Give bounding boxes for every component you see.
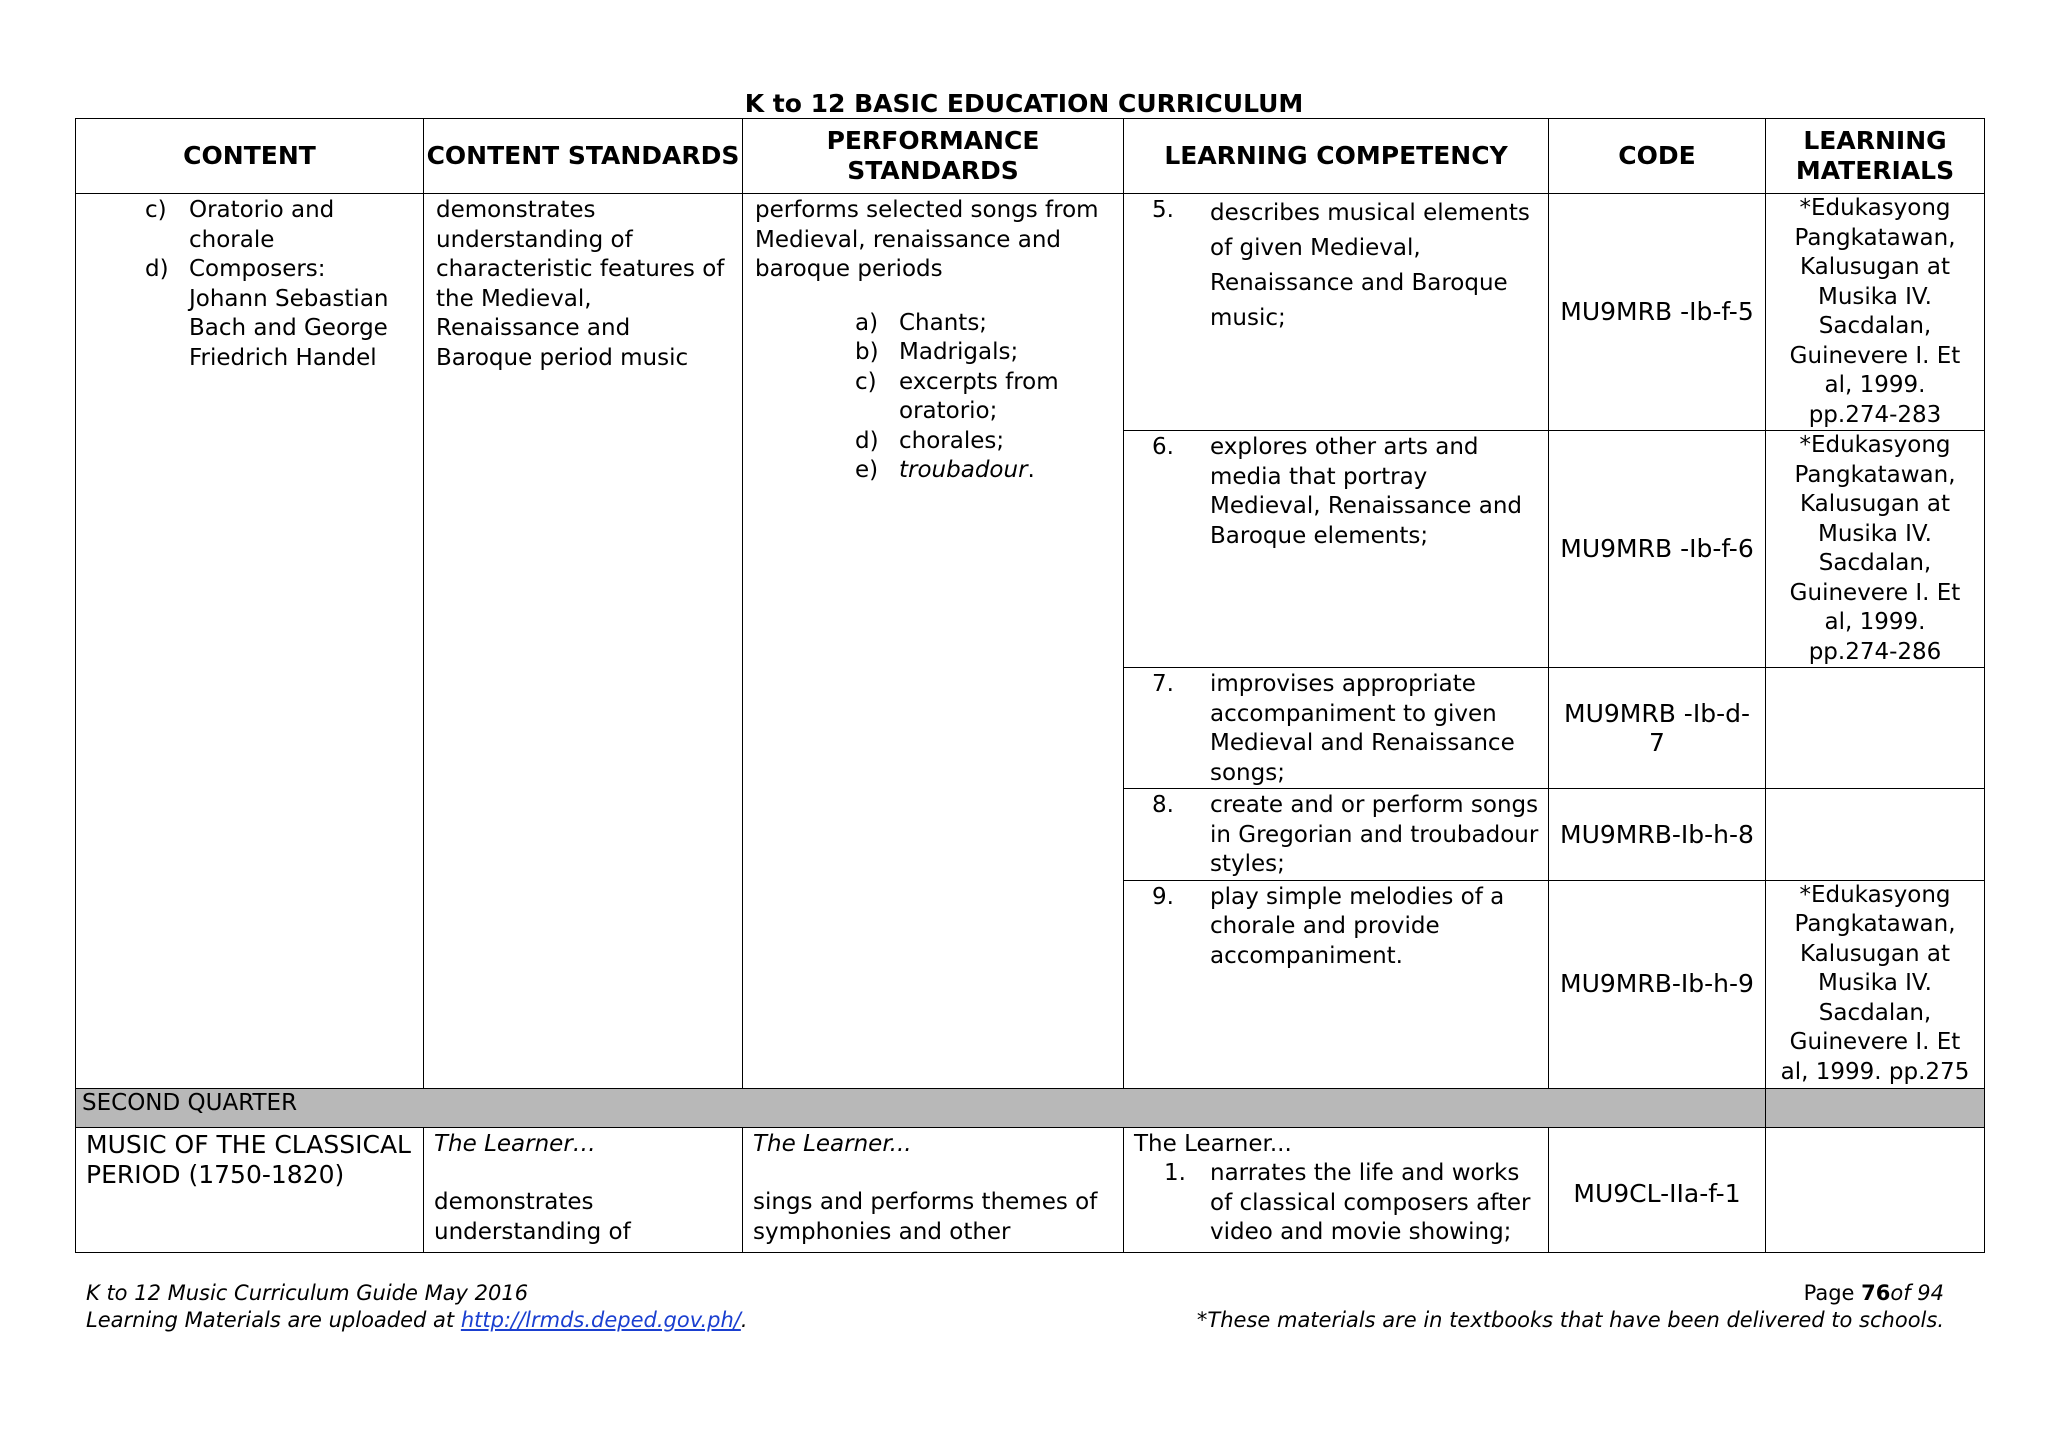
learner-lead: The Learner...: [753, 1130, 912, 1157]
page-label: Page: [1803, 1281, 1862, 1305]
competency-cell: [1124, 194, 1549, 431]
footer-left: [86, 1280, 748, 1334]
footer-right: [1197, 1280, 1944, 1334]
upload-prefix: Learning Materials are uploaded at: [86, 1308, 461, 1332]
list-item: [855, 427, 1111, 457]
quarter-empty-cell: [1766, 1088, 1985, 1127]
list-marker: c): [145, 197, 167, 223]
list-text: excerpts from oratorio;: [899, 368, 1059, 424]
list-marker: d): [145, 256, 169, 282]
quarter-row: [76, 1088, 1985, 1127]
learner-lead: The Learner...: [1134, 1130, 1292, 1157]
list-item: [855, 456, 1111, 486]
code-cell: MU9MRB -Ib-f-6: [1549, 431, 1766, 668]
upload-suffix: .: [740, 1308, 748, 1332]
header-performance-standards: PERFORMANCE STANDARDS: [743, 119, 1124, 194]
performance-standard-text: sings and performs themes of symphonies and other: [753, 1189, 1098, 1245]
materials-cell: [1766, 668, 1985, 789]
materials-cell: *Edukasyong Pangkatawan, Kalusugan at Musika IV. Sacdalan, Guinevere I. Et al, 1999. pp.274-283: [1766, 194, 1985, 431]
lrmds-link[interactable]: http://lrmds.deped.gov.ph/: [460, 1308, 741, 1332]
competency-number: 7.: [1152, 671, 1174, 697]
competency-text: narrates the life and works of classical composers after video and movie showing;: [1210, 1160, 1531, 1245]
header-learning-competency: LEARNING COMPETENCY: [1124, 119, 1549, 194]
content-standard-text: demonstrates understanding of: [434, 1189, 631, 1245]
list-item: [855, 338, 1111, 368]
competency-number: 1.: [1164, 1160, 1186, 1186]
content-cell: [76, 1127, 424, 1252]
list-text: [899, 456, 1111, 486]
list-text: Madrigals;: [899, 339, 1019, 365]
competency-item: [1124, 883, 1548, 972]
header-learning-materials: LEARNING MATERIALS: [1766, 119, 1985, 194]
page-total: of 94: [1890, 1281, 1944, 1305]
quarter-label: SECOND QUARTER: [76, 1088, 1766, 1127]
competency-text: describes musical elements of given Medieval, Renaissance and Baroque music;: [1210, 200, 1530, 331]
performance-standard-cell: [743, 194, 1124, 1089]
list-marker: a): [855, 309, 879, 336]
performance-standard-text: performs selected songs from Medieval, renaissance and baroque periods: [755, 197, 1099, 282]
document-title: K to 12 BASIC EDUCATION CURRICULUM: [744, 89, 1304, 118]
code-cell: MU9MRB-Ib-h-8: [1549, 789, 1766, 881]
competency-text: improvises appropriate accompaniment to given Medieval and Renaissance songs;: [1210, 671, 1515, 786]
page-indicator: [1197, 1280, 1944, 1307]
textbook-note: *These materials are in textbooks that have been delivered to schools.: [1196, 1308, 1944, 1332]
list-marker: d): [855, 427, 879, 454]
list-item: [855, 309, 1111, 339]
term-suffix: .: [1027, 457, 1035, 483]
classical-content: MUSIC OF THE CLASSICAL PERIOD (1750-1820): [86, 1129, 411, 1189]
list-text: chorales;: [899, 427, 1005, 454]
competency-cell: [1124, 789, 1549, 881]
table-row: [76, 1127, 1985, 1252]
italic-term: troubadour: [899, 457, 1028, 483]
header-content: CONTENT: [76, 119, 424, 194]
code-cell: MU9MRB -Ib-f-5: [1549, 194, 1766, 431]
learner-lead: The Learner…: [434, 1130, 596, 1157]
competency-item: [1124, 670, 1548, 788]
performance-standard-cell: [743, 1127, 1124, 1252]
list-text: Oratorio and chorale: [189, 197, 335, 253]
competency-item: [1134, 1159, 1538, 1248]
performance-list: [755, 309, 1111, 486]
list-item: [145, 196, 411, 255]
competency-text: explores other arts and media that portray Medieval, Renaissance and Baroque elements;: [1210, 434, 1523, 549]
list-item: [855, 368, 1111, 427]
content-standard-cell: [424, 1127, 743, 1252]
code-cell: MU9MRB -Ib-d-7: [1549, 668, 1766, 789]
content-cell: [76, 194, 424, 1089]
materials-cell: *Edukasyong Pangkatawan, Kalusugan at Musika IV. Sacdalan, Guinevere I. Et al, 1999. pp.275: [1766, 880, 1985, 1088]
header-code: CODE: [1549, 119, 1766, 194]
competency-number: 9.: [1152, 883, 1174, 910]
materials-cell: *Edukasyong Pangkatawan, Kalusugan at Musika IV. Sacdalan, Guinevere I. Et al, 1999. pp.274-286: [1766, 431, 1985, 668]
content-list: [88, 196, 411, 373]
competency-text: play simple melodies of a chorale and provide accompaniment.: [1210, 883, 1505, 969]
page-number: 76: [1861, 1281, 1891, 1305]
materials-cell: [1766, 789, 1985, 881]
code-cell: MU9CL-IIa-f-1: [1549, 1127, 1766, 1252]
list-marker: e): [855, 457, 879, 483]
competency-cell: [1124, 880, 1549, 1088]
curriculum-table: [75, 118, 1985, 1253]
upload-note: [86, 1307, 748, 1334]
content-standard-text: demonstrates understanding of characteristic features of the Medieval, Renaissance and Baroque period music: [436, 197, 725, 371]
content-standard-cell: [424, 194, 743, 1089]
code-cell: MU9MRB-Ib-h-9: [1549, 880, 1766, 1088]
competency-cell: [1124, 668, 1549, 789]
competency-text: create and or perform songs in Gregorian and troubadour styles;: [1210, 792, 1539, 877]
list-marker: b): [855, 339, 879, 365]
header-content-standards: CONTENT STANDARDS: [424, 119, 743, 194]
competency-cell: [1124, 1127, 1549, 1252]
table-row: [76, 194, 1985, 431]
materials-cell: [1766, 1127, 1985, 1252]
competency-number: 6.: [1152, 434, 1174, 460]
competency-item: [1124, 433, 1548, 551]
competency-number: 8.: [1152, 792, 1174, 818]
competency-number: 5.: [1152, 197, 1174, 223]
competency-cell: [1124, 431, 1549, 668]
curriculum-guide-label: K to 12 Music Curriculum Guide May 2016: [86, 1281, 529, 1305]
list-item: [145, 255, 411, 373]
competency-item: [1124, 196, 1548, 336]
list-text: Composers: Johann Sebastian Bach and George Friedrich Handel: [189, 256, 389, 371]
list-text: Chants;: [899, 309, 988, 336]
list-marker: c): [855, 368, 877, 395]
competency-item: [1124, 791, 1548, 880]
header-row: [76, 119, 1985, 194]
